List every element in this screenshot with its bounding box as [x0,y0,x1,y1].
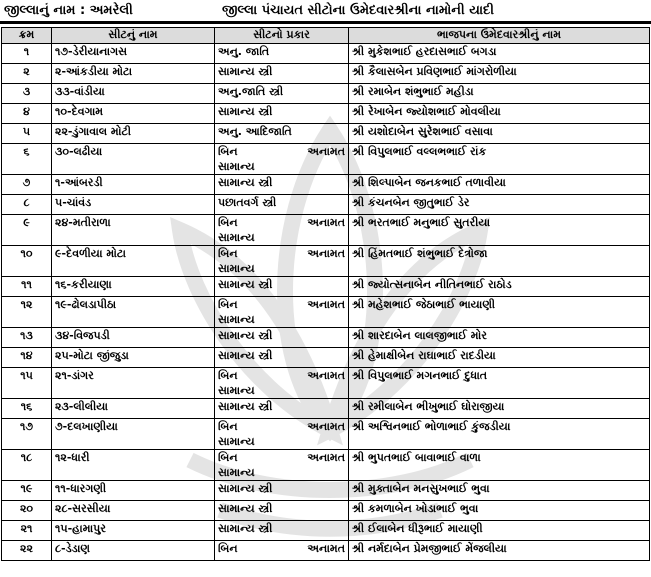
seat-type-line-1: સામાન્ય સ્ત્રી [218,329,273,342]
seat-name: ૧૦-દેવગામ [52,104,215,124]
header-number: ક્રમ [2,28,52,44]
seat-type-line-2: સામાન્ય [218,466,255,479]
candidate-name: શ્રી ભુપતભાઈ બાવાભાઈ વાળા [349,450,650,481]
row-number: ૯ [2,215,52,246]
seat-type-line-1: સામાન્ય સ્ત્રી [218,522,273,535]
seat-type [215,246,349,277]
seat-type-line-1: બિન અનામત [218,451,345,464]
seat-type [215,144,349,175]
seat-name: ૮-ડેડાણ [52,541,215,561]
seat-type-line-1: સામાન્ય સ્ત્રી [218,176,273,189]
page-title: જીલ્લા પંચાયત સીટોના ઉમેદવારશ્રીના નામોની યાદી [222,3,495,18]
seat-type [215,521,349,541]
table-row [2,215,650,246]
seat-name: ૨૫-મોટા જીંજુડા [52,348,215,368]
candidate-name: શ્રી રમાબેન શંભુભાઈ મહીડા [349,84,650,104]
seat-type [215,124,349,144]
table-row [2,175,650,195]
candidate-name: શ્રી વિપુલભાઈ મગનભાઈ દુધાત [349,368,650,399]
header-seat-type: સીટનો પ્રકાર [215,28,349,44]
seat-type [215,277,349,297]
seat-type-line-2: સામાન્ય [218,313,255,326]
candidate-name: શ્રી મુકેશભાઈ હરદાસભાઈ બગડા [349,44,650,64]
candidate-name: શ્રી રમીલાબેન ભીખુભાઈ ઘોરાજીયા [349,399,650,419]
seat-type [215,328,349,348]
row-number: ૫ [2,124,52,144]
seat-type [215,297,349,328]
seat-name: ૯-દેવળીયા મોટા [52,246,215,277]
candidate-name: શ્રી મહેશભાઈ જેઠાભાઈ ભાયાણી [349,297,650,328]
district-name: જીલ્લાનું નામ : અમરેલી [4,3,133,18]
seat-name: ૨૩-લીલીયા [52,399,215,419]
candidate-name: શ્રી શારદાબેન લાલજીભાઈ મોર [349,328,650,348]
candidate-name: શ્રી હિંમતભાઈ શંભુભાઈ દેત્રોજા [349,246,650,277]
title-underline [0,21,651,24]
seat-name: ૧૭-ડેરીયાનાગસ [52,44,215,64]
seat-type-line-1: બિન અનામત [218,420,345,433]
table-row [2,450,650,481]
row-number: ૬ [2,144,52,175]
row-number: ૧ [2,44,52,64]
seat-type-line-1: બિન અનામત [218,216,345,229]
row-number: ૧૫ [2,368,52,399]
candidate-name: શ્રી રેખાબેન જ્યોશભાઈ મોવલીયા [349,104,650,124]
candidate-name: શ્રી કૈલાસબેન પ્રવિણભાઈ માંગરોળીયા [349,64,650,84]
seat-type-line-2: સામાન્ય [218,384,255,397]
seat-type-line-1: બિન અનામત [218,247,345,260]
seat-type [215,44,349,64]
title-row [0,0,651,24]
seat-name: ૩૩-વાંડીયા [52,84,215,104]
table-row [2,144,650,175]
table-row [2,521,650,541]
seat-type-line-1: સામાન્ય સ્ત્રી [218,278,273,291]
row-number: ૧૯ [2,481,52,501]
candidate-name: શ્રી હેમાક્ષીબેન રાઘાભાઈ રાદડીયા [349,348,650,368]
table-row [2,104,650,124]
candidate-name: શ્રી કમળાબેન ખોડાભાઈ ભુવા [349,501,650,521]
table-row [2,501,650,521]
seat-name: ૨૨-ડુંગાવાલ મોટી [52,124,215,144]
row-number: ૧૮ [2,450,52,481]
row-number: ૧૨ [2,297,52,328]
table-row [2,246,650,277]
seat-type-line-1: બિન અનામત [218,369,345,382]
row-number: ૨૦ [2,501,52,521]
candidate-name: શ્રી ઈલાબેન ધીરૂભાઈ માયાણી [349,521,650,541]
table-row [2,541,650,561]
seat-type-line-1: અનુ.જાતિ સ્ત્રી [218,85,284,98]
seat-name: ૧૯-ઢોલડાપીઠા [52,297,215,328]
table-row [2,481,650,501]
table-row [2,297,650,328]
seat-type-line-2: સામાન્ય [218,231,255,244]
candidate-name: શ્રી વિપુલભાઈ વલ્લભભાઈ રાંક [349,144,650,175]
seat-name: ૧-આંબરડી [52,175,215,195]
row-number: ૪ [2,104,52,124]
candidates-table [1,27,650,561]
row-number: ૧૬ [2,399,52,419]
row-number: ૧૭ [2,419,52,450]
table-row [2,84,650,104]
seat-type [215,541,349,561]
table-row [2,124,650,144]
row-number: ૧૧ [2,277,52,297]
table-row [2,328,650,348]
seat-name: ૭-દલખાણીયા [52,419,215,450]
seat-type-line-1: સામાન્ય સ્ત્રી [218,502,273,515]
seat-name: ૧૨-ધારી [52,450,215,481]
seat-type [215,501,349,521]
seat-type [215,450,349,481]
row-number: ૩ [2,84,52,104]
seat-type [215,195,349,215]
seat-type-line-1: સામાન્ય સ્ત્રી [218,400,273,413]
seat-name: ૨૮-સરસીયા [52,501,215,521]
seat-type [215,84,349,104]
candidate-name: શ્રી નર્મદાબેન પ્રેમજીભાઈ મેંજલીયા [349,541,650,561]
row-number: ૧૪ [2,348,52,368]
seat-type-line-1: સામાન્ય સ્ત્રી [218,482,273,495]
seat-name: ૧૬-કરીયાણા [52,277,215,297]
seat-type-line-1: પછાતવર્ગ સ્ત્રી [218,196,277,209]
seat-name: ૨-આંકડીયા મોટા [52,64,215,84]
table-row [2,277,650,297]
seat-type [215,64,349,84]
row-number: ૨ [2,64,52,84]
seat-type-line-1: બિન અનામત [218,542,345,555]
row-number: ૨૨ [2,541,52,561]
seat-type-line-1: સામાન્ય સ્ત્રી [218,349,273,362]
candidate-name: શ્રી કંચનબેન જીતુભાઈ ડેર [349,195,650,215]
table-row [2,399,650,419]
seat-type-line-1: સામાન્ય સ્ત્રી [218,105,273,118]
table-row [2,195,650,215]
candidate-name: શ્રી મુક્તાબેન મનસુખભાઈ ભુવા [349,481,650,501]
header-seat-name: સીટનું નામ [52,28,215,44]
row-number: ૧૦ [2,246,52,277]
table-row [2,368,650,399]
seat-type-line-1: અનુ. આદિજાતિ [218,125,292,138]
seat-name: ૧૧-ધારગણી [52,481,215,501]
row-number: ૭ [2,175,52,195]
candidate-name: શ્રી જ્યોત્સનાબેન નીતિનભાઈ રાઠોડ [349,277,650,297]
table-row [2,419,650,450]
seat-type [215,419,349,450]
table-row [2,64,650,84]
seat-type [215,348,349,368]
table-header-row [2,28,650,44]
seat-type-line-1: અનુ. જાતિ [218,45,270,58]
row-number: ૮ [2,195,52,215]
seat-type-line-1: બિન અનામત [218,298,345,311]
row-number: ૨૧ [2,521,52,541]
row-number: ૧૩ [2,328,52,348]
seat-type-line-1: બિન અનામત [218,145,345,158]
table-row [2,44,650,64]
seat-type [215,368,349,399]
candidate-name: શ્રી અશ્વિનભાઈ ભોળાભાઈ કુંજડીયા [349,419,650,450]
candidate-name: શ્રી ભરતભાઈ મનુભાઈ સુતરીયા [349,215,650,246]
seat-type-line-2: સામાન્ય [218,435,255,448]
seat-type [215,175,349,195]
candidate-name: શ્રી યશોદાબેન સુરેશભાઈ વસાવા [349,124,650,144]
seat-type [215,215,349,246]
table-row [2,348,650,368]
seat-name: ૫-ચાંવંડ [52,195,215,215]
seat-name: ૩૪-વિજપડી [52,328,215,348]
seat-type-line-2: સામાન્ય [218,160,255,173]
header-candidate-name: ભાજપના ઉમેદવારશ્રીનું નામ [349,28,650,44]
seat-type [215,481,349,501]
table-body [2,44,650,561]
seat-name: ૧૫-હામાપુર [52,521,215,541]
seat-type-line-2: સામાન્ય [218,262,255,275]
seat-name: ૨૪-મતીરાળા [52,215,215,246]
seat-type-line-1: સામાન્ય સ્ત્રી [218,65,273,78]
seat-type [215,399,349,419]
seat-name: ૩૦-લઢીયા [52,144,215,175]
candidate-name: શ્રી શિલ્પાબેન જનકભાઈ તળાવીયા [349,175,650,195]
seat-name: ૨૧-ડાંગર [52,368,215,399]
seat-type [215,104,349,124]
